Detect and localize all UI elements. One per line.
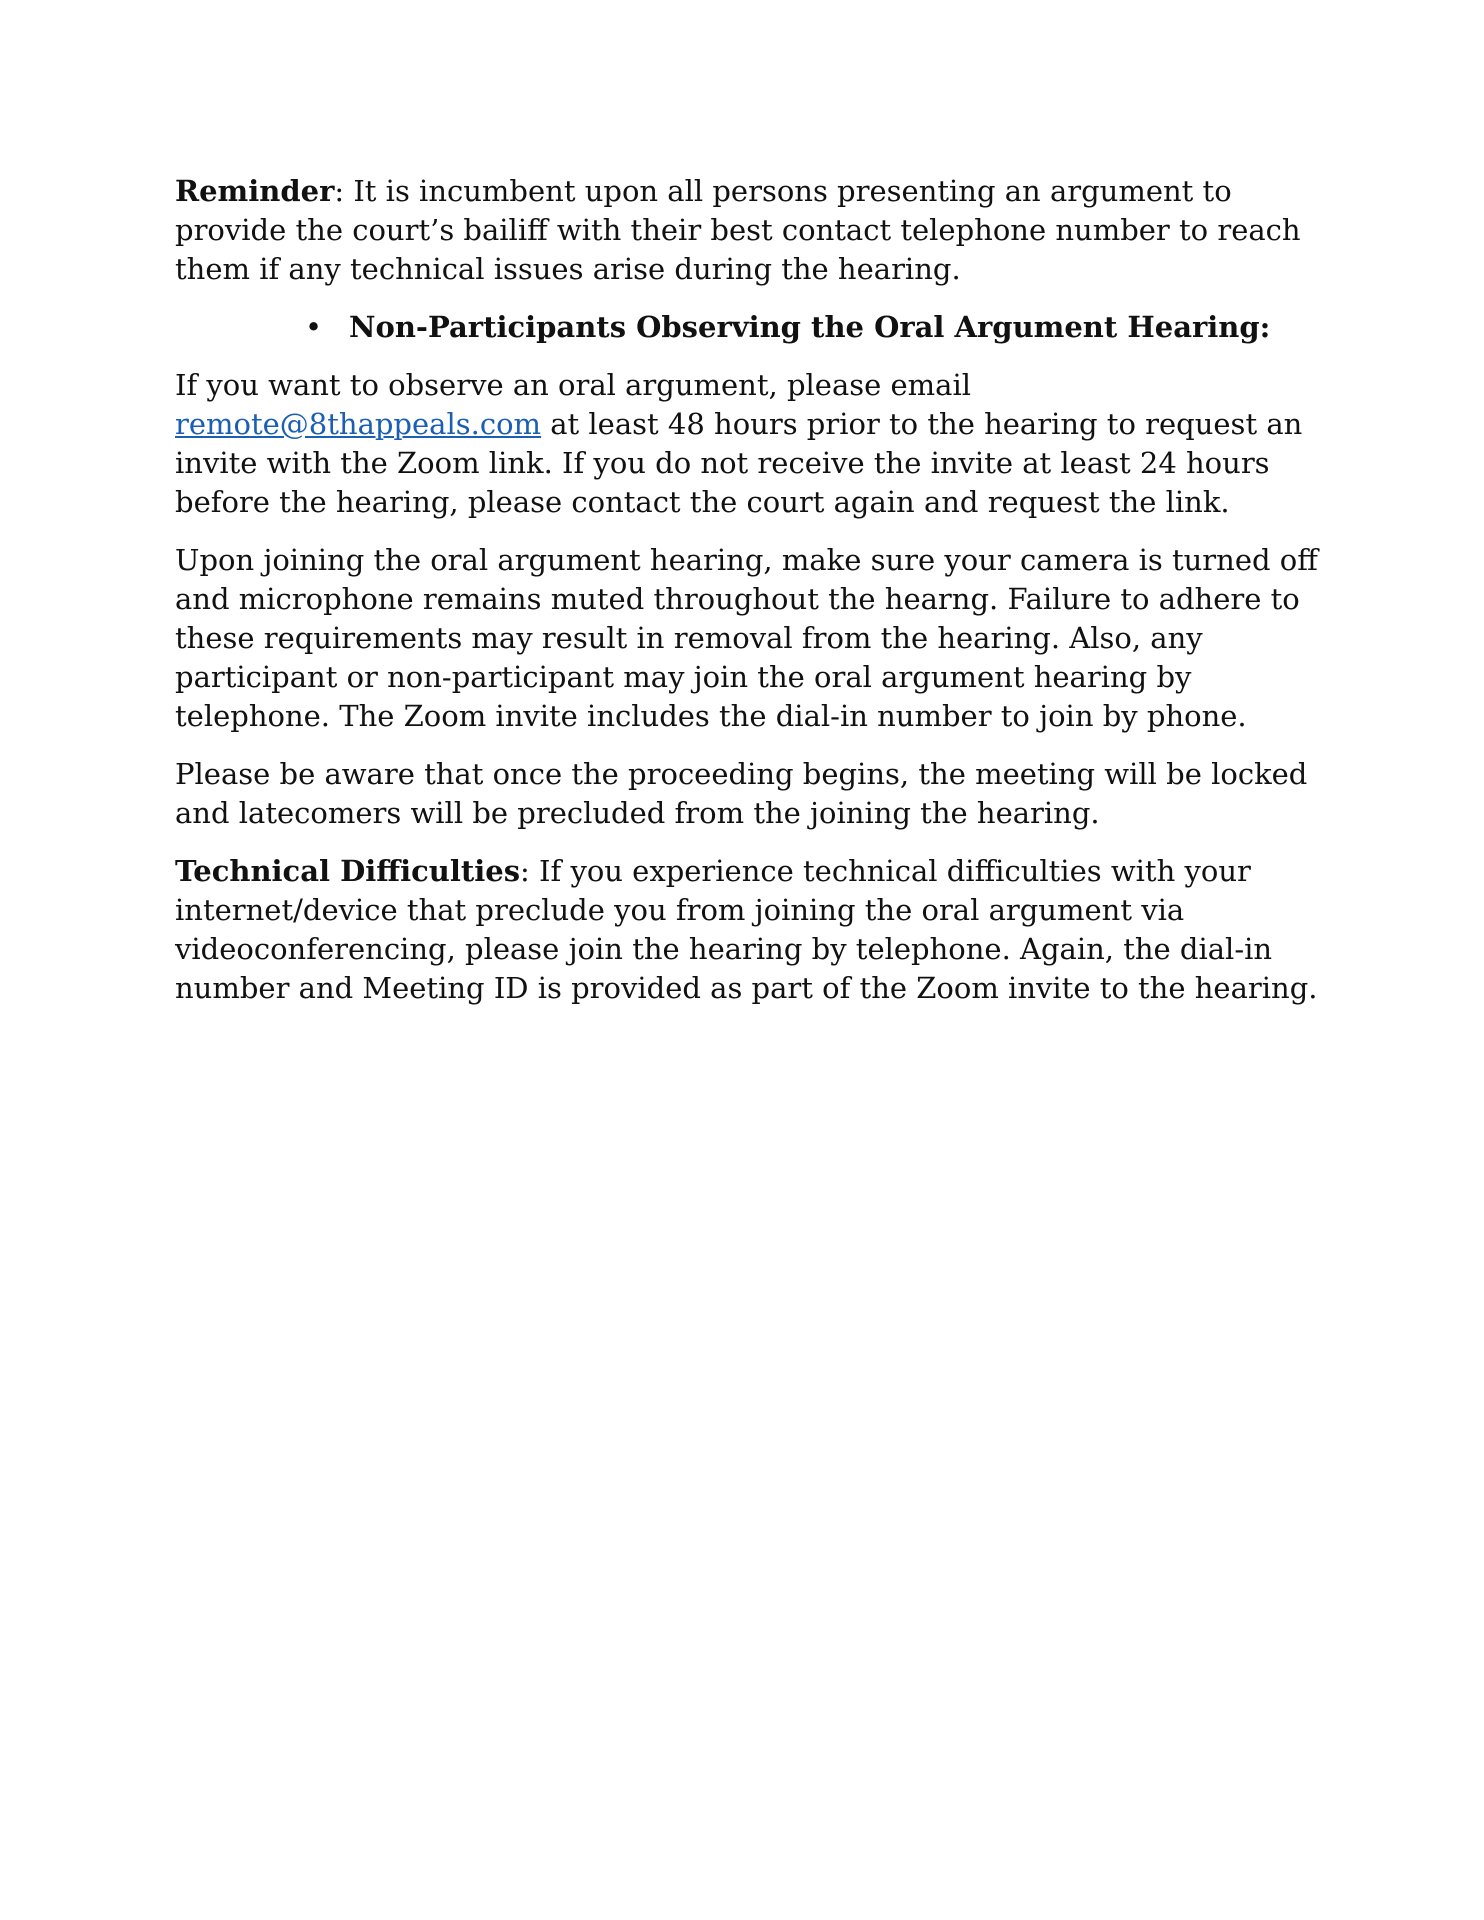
document-body (175, 172, 1325, 1027)
technical-paragraph (175, 852, 1325, 1008)
email-link[interactable]: remote@8thappeals.com (175, 407, 542, 441)
reminder-paragraph (175, 172, 1325, 289)
reminder-label: Reminder (175, 174, 335, 208)
observe-text-after: at least 48 hours prior to the hearing to request an invite with the Zoom link. If you do not receive the invite at least 24 hours before the hearing, please contact the court again and request the link. (175, 407, 1303, 519)
observe-paragraph (175, 366, 1325, 522)
joining-paragraph: Upon joining the oral argument hearing, make sure your camera is turned off and microphone remains muted throughout the hearng. Failure to adhere to these requirements may result in removal from the hearing. Also, any participant or non-participant may join the oral argument hearing by telephone. The Zoom invite includes the dial-in number to join by phone. (175, 543, 1318, 733)
section-heading (175, 308, 1325, 347)
technical-label: Technical Difficulties (175, 854, 521, 888)
section-heading-text: Non-Participants Observing the Oral Argument Hearing: (349, 310, 1271, 344)
technical-text: : If you experience technical difficulties with your internet/device that preclude you from joining the oral argument via videoconferencing, please join the hearing by telephone. Again, the dial-in number and Meeting ID is provided as part of the Zoom invite to the hearing. (175, 854, 1318, 1005)
bullet-icon: • (305, 310, 323, 344)
observe-text-before: If you want to observe an oral argument, please email (175, 368, 971, 402)
locked-paragraph: Please be aware that once the proceeding begins, the meeting will be locked and latecomers will be precluded from the joining the hearing. (175, 757, 1308, 830)
reminder-text: : It is incumbent upon all persons presenting an argument to provide the court’s bailiff with their best contact telephone number to reach them if any technical issues arise during the hearing. (175, 174, 1301, 286)
